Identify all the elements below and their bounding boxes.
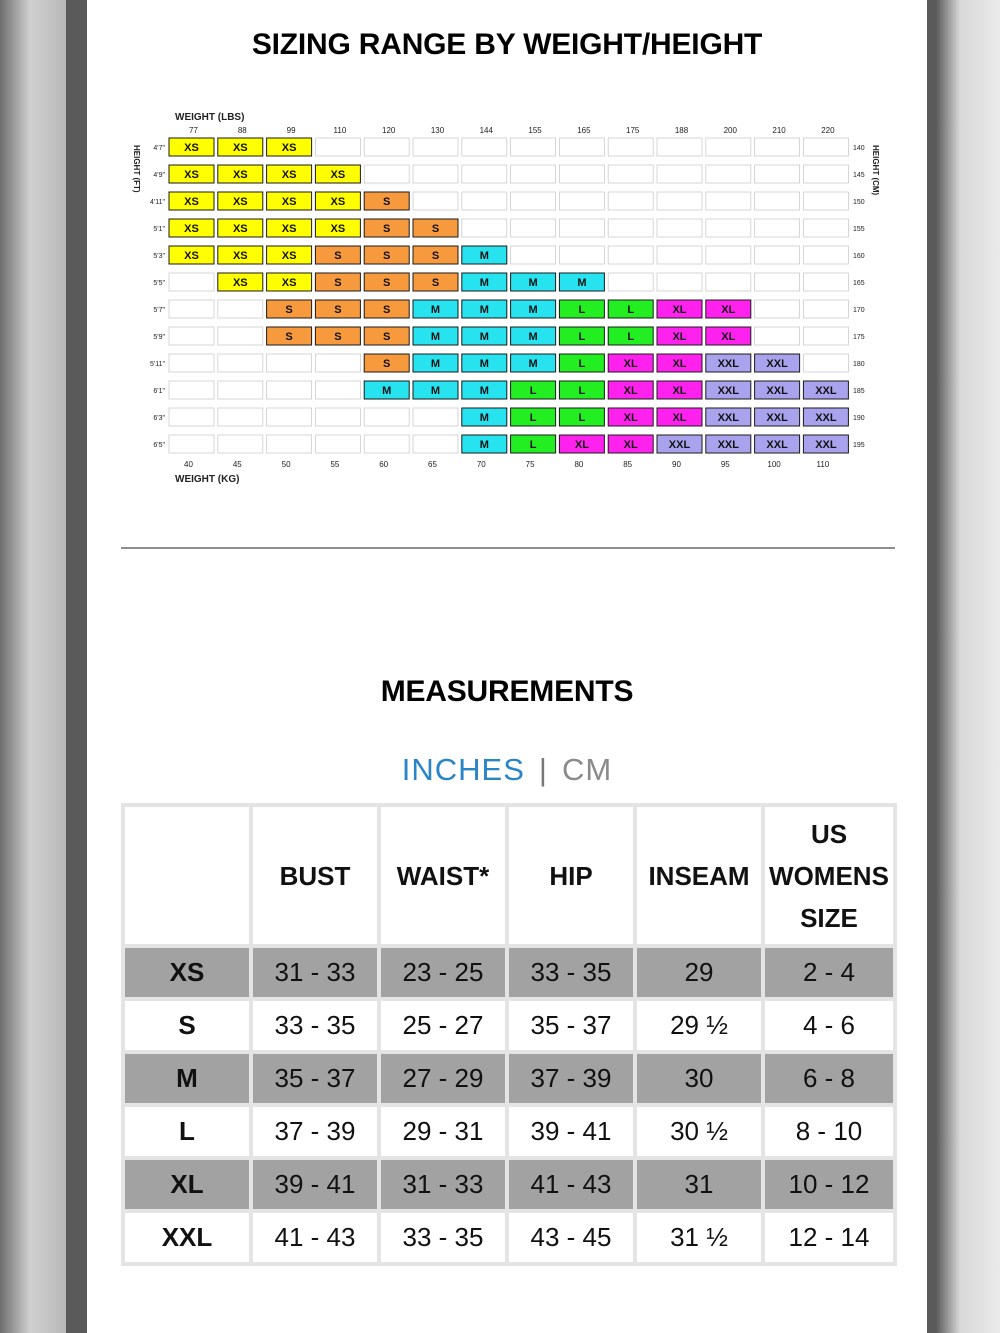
size-cell [608, 165, 653, 183]
size-cell-label: XS [232, 223, 248, 235]
height-cm-tick: 160 [853, 253, 865, 260]
cell-us: 10 - 12 [765, 1160, 893, 1209]
size-cell-label: XS [281, 223, 297, 235]
size-cell-label: XS [232, 196, 248, 208]
cell-inseam: 29 ½ [637, 1001, 761, 1050]
size-cell [706, 138, 751, 156]
weight-kg-tick: 60 [379, 460, 389, 469]
size-cell [755, 300, 800, 318]
cell-waist: 23 - 25 [381, 948, 505, 997]
height-cm-tick: 145 [853, 172, 865, 179]
measurements-title: MEASUREMENTS [380, 675, 634, 708]
size-cell-label: XS [232, 277, 248, 289]
height-cm-tick: 140 [853, 145, 865, 152]
cell-us: 4 - 6 [765, 1001, 893, 1050]
size-cell-label: XXL [717, 439, 740, 451]
measurements-table [121, 803, 897, 1266]
size-cell [169, 381, 214, 399]
size-cell-label: XL [623, 358, 638, 370]
size-cell-label: L [529, 385, 537, 397]
cell-waist: 25 - 27 [381, 1001, 505, 1050]
weight-kg-tick: 40 [184, 460, 193, 469]
size-cell-label: L [627, 304, 635, 316]
weight-kg-tick: 55 [330, 460, 340, 469]
header-size [125, 807, 249, 944]
size-cell-label: XS [184, 223, 199, 235]
size-chart [87, 100, 927, 500]
height-ft-tick: 5'5" [153, 280, 165, 287]
size-cell-label: XS [330, 169, 346, 181]
size-cell-label: XL [623, 385, 638, 397]
size-cell [413, 165, 458, 183]
weight-lbs-tick: 175 [626, 126, 640, 135]
table-row [125, 1001, 893, 1050]
table-row [125, 948, 893, 997]
left-axis-label: HEIGHT (FT) [132, 145, 141, 193]
size-cell-label: XXL [815, 439, 837, 451]
cell-us: 6 - 8 [765, 1054, 893, 1103]
size-cell [315, 354, 360, 372]
header-us-womens-size [765, 807, 893, 944]
weight-kg-tick: 45 [232, 460, 242, 469]
size-cell-label: XS [330, 223, 346, 235]
size-cell [413, 408, 458, 426]
size-cell [803, 246, 848, 264]
size-cell-label: M [479, 358, 489, 370]
weight-kg-tick: 100 [767, 460, 781, 469]
size-cell-label: S [383, 250, 391, 262]
size-cell-label: XL [672, 331, 687, 343]
size-cell [803, 327, 848, 345]
cell-us: 12 - 14 [765, 1213, 893, 1262]
cell-bust: 41 - 43 [253, 1213, 377, 1262]
size-cell-label: M [430, 331, 441, 343]
size-cell-label: XS [232, 169, 248, 181]
size-cell-label: XXL [766, 385, 788, 397]
weight-kg-tick: 75 [525, 460, 535, 469]
cell-us: 8 - 10 [765, 1107, 893, 1156]
height-cm-tick: 155 [853, 226, 865, 233]
size-cell [218, 435, 263, 453]
size-cell-label: S [383, 277, 391, 289]
height-cm-tick: 185 [853, 388, 865, 395]
cell-waist: 29 - 31 [381, 1107, 505, 1156]
size-cell-label: XXL [815, 385, 837, 397]
weight-lbs-tick: 120 [382, 126, 396, 135]
size-cell-label: M [382, 385, 392, 397]
weight-lbs-tick: 200 [723, 126, 737, 135]
cell-inseam: 29 [637, 948, 761, 997]
size-cell-label: M [577, 277, 587, 289]
size-cell [608, 273, 653, 291]
size-cell-label: L [578, 412, 586, 424]
size-cell-label: XXL [668, 439, 691, 451]
cell-bust: 31 - 33 [253, 948, 377, 997]
size-cell [657, 246, 702, 264]
size-cell [657, 219, 702, 237]
size-cell-label: XXL [717, 412, 740, 424]
table-row [125, 1160, 893, 1209]
weight-lbs-tick: 144 [479, 126, 493, 135]
size-cell-label: S [285, 304, 293, 316]
size-cell-label: L [578, 358, 586, 370]
size-cell [364, 138, 409, 156]
size-cell [462, 219, 507, 237]
size-cell-label: S [334, 250, 342, 262]
size-cell-label: XXL [815, 412, 837, 424]
size-cell [803, 354, 848, 372]
size-cell [559, 246, 604, 264]
size-cell-label: M [479, 385, 489, 397]
height-ft-tick: 5'11" [150, 361, 165, 368]
size-cell [559, 165, 604, 183]
size-cell [511, 219, 556, 237]
height-ft-tick: 6'5" [153, 442, 165, 449]
table-row [125, 1107, 893, 1156]
height-ft-tick: 5'1" [153, 226, 165, 233]
size-cell-label: M [479, 277, 489, 289]
size-cell-label: XS [184, 142, 199, 154]
size-cell [657, 138, 702, 156]
size-cell-label: XXL [717, 385, 740, 397]
unit-separator: | [538, 752, 548, 787]
cell-bust: 35 - 37 [253, 1054, 377, 1103]
size-cell-label: XXL [766, 412, 788, 424]
size-cell [169, 273, 214, 291]
size-cell-label: XL [623, 439, 638, 451]
height-ft-tick: 5'7" [153, 307, 165, 314]
size-cell [413, 435, 458, 453]
bottom-axis-label: WEIGHT (KG) [175, 474, 240, 485]
size-cell-label: XS [184, 250, 199, 262]
size-cell [755, 327, 800, 345]
height-ft-tick: 4'11" [150, 199, 165, 206]
size-cell-label: S [431, 223, 440, 235]
weight-lbs-tick: 99 [286, 126, 296, 135]
cell-size: M [125, 1054, 249, 1103]
size-cell [267, 381, 312, 399]
size-cell [218, 327, 263, 345]
weight-lbs-tick: 210 [772, 126, 786, 135]
page [87, 0, 927, 1333]
size-cell [511, 246, 556, 264]
size-cell [218, 354, 263, 372]
weight-kg-tick: 80 [574, 460, 584, 469]
size-cell [755, 165, 800, 183]
size-cell [706, 273, 751, 291]
size-cell [413, 138, 458, 156]
size-cell [755, 273, 800, 291]
size-cell-label: L [627, 331, 635, 343]
size-cell [803, 300, 848, 318]
size-cell [706, 246, 751, 264]
size-cell-label: XS [184, 169, 199, 181]
size-cell [169, 435, 214, 453]
size-cell-label: M [528, 331, 538, 343]
weight-lbs-tick: 165 [577, 126, 591, 135]
us-header-line: WOMENS [769, 860, 889, 891]
size-cell-label: M [430, 385, 441, 397]
size-cell-label: L [578, 385, 586, 397]
size-cell [315, 138, 360, 156]
cell-inseam: 30 [637, 1054, 761, 1103]
size-cell [608, 219, 653, 237]
chart-title: SIZING RANGE BY WEIGHT/HEIGHT [251, 28, 763, 61]
weight-kg-tick: 85 [623, 460, 633, 469]
table-row [125, 1054, 893, 1103]
size-cell-label: XS [281, 142, 297, 154]
cell-waist: 31 - 33 [381, 1160, 505, 1209]
unit-toggle [87, 752, 927, 788]
cell-hip: 35 - 37 [509, 1001, 633, 1050]
size-cell [755, 246, 800, 264]
height-cm-tick: 165 [853, 280, 865, 287]
cell-size: S [125, 1001, 249, 1050]
size-cell [511, 192, 556, 210]
size-cell [803, 138, 848, 156]
weight-lbs-tick: 130 [430, 126, 445, 135]
size-cell [413, 192, 458, 210]
size-cell [315, 408, 360, 426]
size-cell-label: XXL [717, 358, 740, 370]
cell-inseam: 31 ½ [637, 1213, 761, 1262]
table-header-row [125, 807, 893, 944]
height-cm-tick: 175 [853, 334, 865, 341]
size-cell [511, 138, 556, 156]
size-cell-label: XL [623, 412, 638, 424]
size-cell [706, 219, 751, 237]
size-cell [315, 381, 360, 399]
size-cell [169, 408, 214, 426]
size-cell [755, 138, 800, 156]
height-ft-tick: 4'7" [153, 145, 165, 152]
size-cell-label: XL [672, 412, 687, 424]
height-cm-tick: 195 [853, 442, 865, 449]
size-cell-label: XL [574, 439, 589, 451]
size-cell [462, 192, 507, 210]
weight-kg-tick: 90 [672, 460, 681, 469]
size-cell-label: XS [281, 196, 297, 208]
header-hip: HIP [509, 807, 633, 944]
cell-us: 2 - 4 [765, 948, 893, 997]
size-cell [657, 192, 702, 210]
size-cell-label: XS [281, 250, 297, 262]
weight-lbs-tick: 110 [333, 126, 347, 135]
size-cell [706, 192, 751, 210]
height-ft-tick: 5'9" [153, 334, 165, 341]
size-cell-label: L [529, 439, 537, 451]
right-axis-label: HEIGHT (CM) [871, 145, 880, 196]
size-cell [608, 246, 653, 264]
cell-size: L [125, 1107, 249, 1156]
size-cell [803, 165, 848, 183]
height-cm-tick: 180 [853, 361, 865, 368]
size-cell-label: XS [184, 196, 199, 208]
size-cell [462, 165, 507, 183]
size-cell [657, 273, 702, 291]
cell-waist: 27 - 29 [381, 1054, 505, 1103]
size-cell [364, 435, 409, 453]
height-cm-tick: 150 [853, 199, 865, 206]
weight-lbs-tick: 77 [189, 126, 198, 135]
size-cell-label: XS [232, 250, 248, 262]
size-cell-label: XL [721, 304, 736, 316]
size-cell [608, 138, 653, 156]
cell-bust: 39 - 41 [253, 1160, 377, 1209]
size-cell [803, 192, 848, 210]
weight-lbs-tick: 188 [674, 126, 689, 135]
us-header-line: SIZE [800, 902, 858, 933]
size-cell [462, 138, 507, 156]
cell-size: XXL [125, 1213, 249, 1262]
size-cell [364, 165, 409, 183]
inches-toggle[interactable]: INCHES [401, 752, 525, 787]
size-cell-label: S [383, 196, 391, 208]
size-cell-label: S [383, 304, 391, 316]
size-cell-label: L [578, 331, 586, 343]
table-row [125, 1213, 893, 1262]
height-cm-tick: 190 [853, 415, 865, 422]
size-cell-label: S [431, 250, 440, 262]
header-waist: WAIST* [381, 807, 505, 944]
cell-hip: 37 - 39 [509, 1054, 633, 1103]
size-cell-label: S [285, 331, 293, 343]
size-cell [706, 165, 751, 183]
size-cell [511, 165, 556, 183]
size-cell [608, 192, 653, 210]
weight-lbs-tick: 155 [528, 126, 542, 135]
cell-bust: 33 - 35 [253, 1001, 377, 1050]
cell-hip: 41 - 43 [509, 1160, 633, 1209]
size-cell-label: S [334, 304, 342, 316]
size-cell-label: L [578, 304, 586, 316]
size-cell-label: M [528, 304, 538, 316]
size-cell-label: M [528, 277, 538, 289]
size-cell-label: S [334, 331, 342, 343]
cell-hip: 43 - 45 [509, 1213, 633, 1262]
size-cell-label: XS [281, 169, 297, 181]
size-cell-label: XS [232, 142, 248, 154]
size-cell [169, 327, 214, 345]
weight-kg-tick: 50 [281, 460, 291, 469]
size-cell [267, 435, 312, 453]
size-cell-label: XS [281, 277, 297, 289]
size-cell [315, 435, 360, 453]
size-cell [169, 354, 214, 372]
height-ft-tick: 4'9" [153, 172, 165, 179]
size-cell-label: S [383, 331, 391, 343]
height-ft-tick: 6'1" [153, 388, 165, 395]
size-cell [559, 138, 604, 156]
us-header-line: US [810, 818, 848, 849]
size-cell [218, 408, 263, 426]
section-divider [121, 547, 895, 549]
size-cell-label: XL [672, 358, 687, 370]
size-cell-label: XXL [766, 358, 788, 370]
cell-size: XL [125, 1160, 249, 1209]
cell-size: XS [125, 948, 249, 997]
weight-kg-tick: 110 [816, 460, 830, 469]
size-cell [803, 273, 848, 291]
size-cell [559, 219, 604, 237]
weight-kg-tick: 70 [476, 460, 486, 469]
cell-inseam: 30 ½ [637, 1107, 761, 1156]
header-bust: BUST [253, 807, 377, 944]
size-cell-label: XL [721, 331, 736, 343]
weight-kg-tick: 95 [720, 460, 730, 469]
height-cm-tick: 170 [853, 307, 865, 314]
size-cell [218, 300, 263, 318]
weight-kg-tick: 65 [428, 460, 437, 469]
size-cell [267, 408, 312, 426]
size-cell [218, 381, 263, 399]
size-cell-label: XL [672, 385, 687, 397]
size-cell-label: XXL [766, 439, 788, 451]
cell-hip: 39 - 41 [509, 1107, 633, 1156]
size-cell-label: M [479, 439, 489, 451]
size-cell-label: XL [672, 304, 687, 316]
size-cell [657, 165, 702, 183]
size-cell-label: S [383, 223, 391, 235]
size-cell-label: S [334, 277, 342, 289]
size-cell [364, 408, 409, 426]
top-axis-label: WEIGHT (LBS) [175, 112, 245, 123]
size-cell-label: M [479, 304, 489, 316]
size-cell [169, 300, 214, 318]
cm-toggle[interactable]: CM [561, 752, 613, 787]
cell-hip: 33 - 35 [509, 948, 633, 997]
size-cell [803, 219, 848, 237]
size-cell-label: M [479, 412, 489, 424]
weight-lbs-tick: 220 [821, 126, 835, 135]
size-cell [267, 354, 312, 372]
size-cell [755, 192, 800, 210]
size-cell-label: M [528, 358, 538, 370]
size-cell-label: M [479, 250, 489, 262]
size-cell-label: S [383, 358, 391, 370]
size-cell-label: L [529, 412, 537, 424]
weight-lbs-tick: 88 [237, 126, 247, 135]
size-cell [559, 192, 604, 210]
height-ft-tick: 6'3" [153, 415, 165, 422]
cell-bust: 37 - 39 [253, 1107, 377, 1156]
header-inseam: INSEAM [637, 807, 761, 944]
cell-waist: 33 - 35 [381, 1213, 505, 1262]
size-cell-label: M [430, 358, 441, 370]
size-cell-label: S [431, 277, 440, 289]
size-cell-label: M [430, 304, 441, 316]
cell-inseam: 31 [637, 1160, 761, 1209]
size-cell-label: XS [330, 196, 346, 208]
size-cell [755, 219, 800, 237]
height-ft-tick: 5'3" [153, 253, 165, 260]
size-cell-label: M [479, 331, 489, 343]
